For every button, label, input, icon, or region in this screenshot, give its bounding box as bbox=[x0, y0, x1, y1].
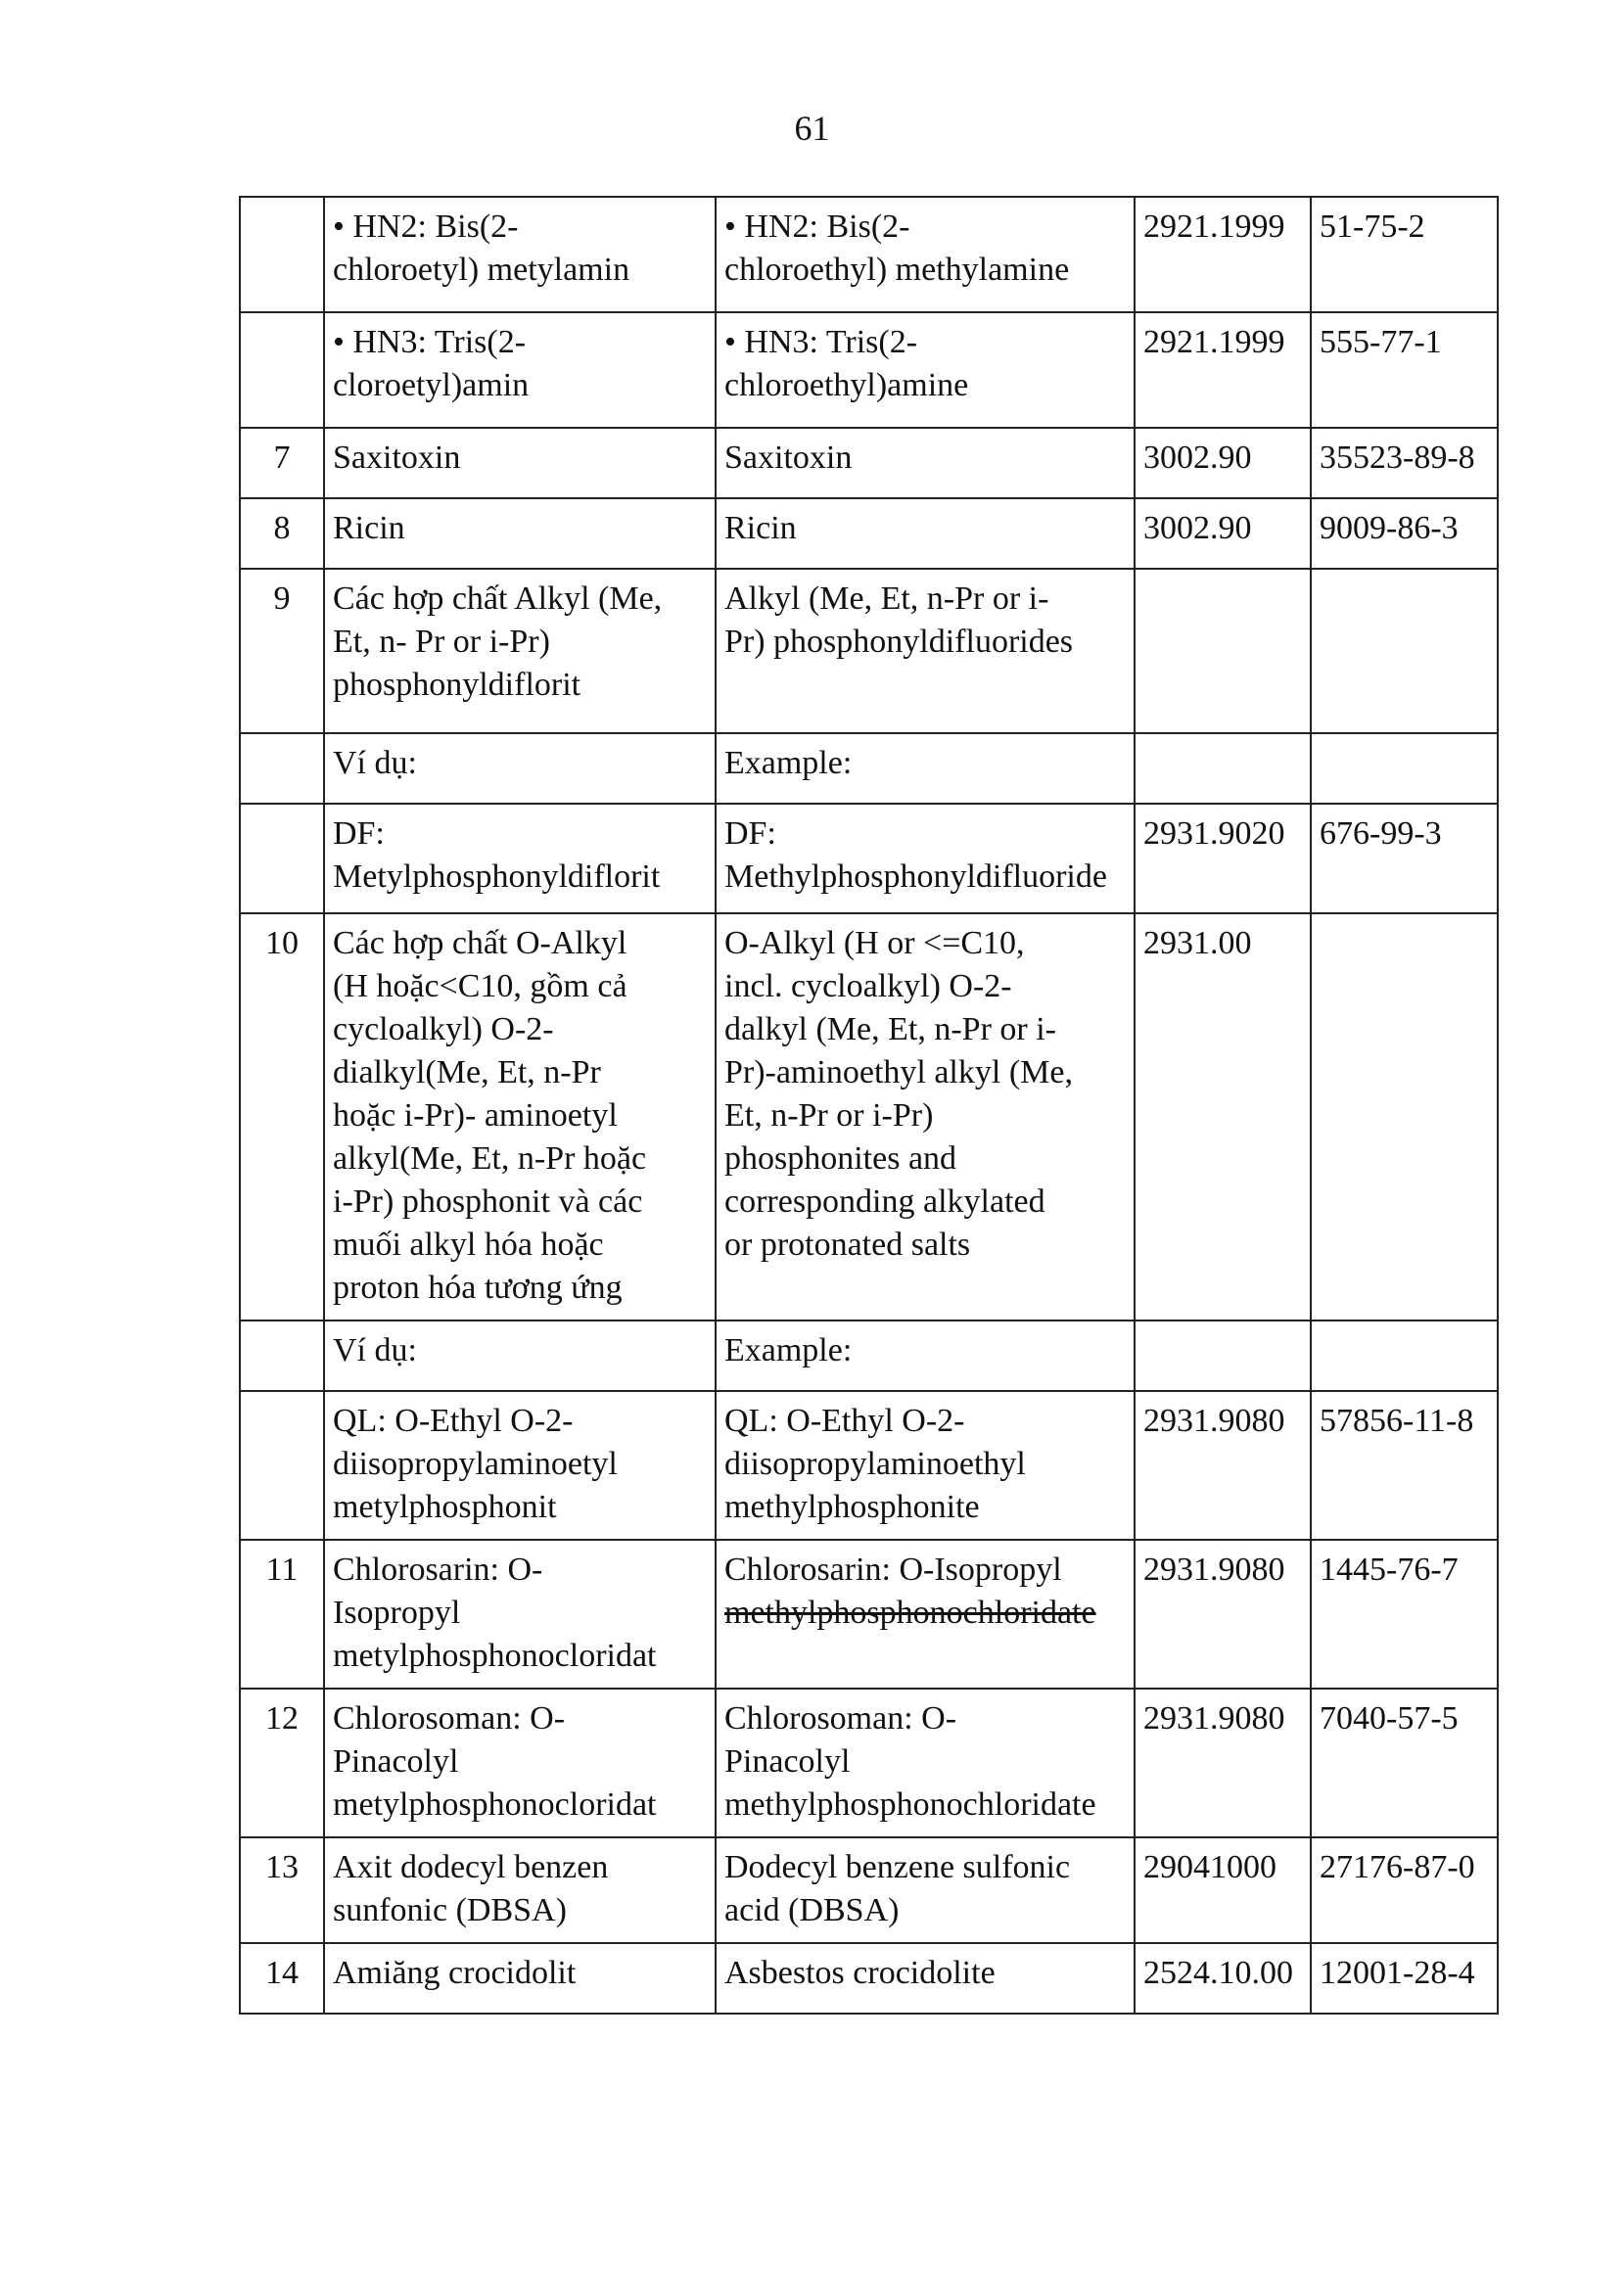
table-row bbox=[240, 569, 1498, 733]
vietnamese-name-line: Pinacolyl bbox=[333, 1743, 459, 1780]
cas-number-cell: 35523-89-8 bbox=[1311, 428, 1498, 498]
english-name-line: Alkyl (Me, Et, n-Pr or i- bbox=[724, 580, 1049, 617]
row-number-cell: 11 bbox=[240, 1540, 324, 1689]
english-name-line: DF: bbox=[724, 815, 776, 852]
vietnamese-name-cell bbox=[324, 1391, 716, 1540]
table-row bbox=[240, 733, 1498, 804]
vietnamese-name-cell bbox=[324, 913, 716, 1321]
vietnamese-name-cell bbox=[324, 1689, 716, 1837]
vietnamese-name-line: sunfonic (DBSA) bbox=[333, 1892, 567, 1928]
english-name-cell bbox=[716, 1837, 1135, 1943]
vietnamese-name-line: diisopropylaminoetyl bbox=[333, 1446, 618, 1482]
table-row bbox=[240, 1689, 1498, 1837]
english-name-line: Pinacolyl bbox=[724, 1743, 851, 1780]
vietnamese-name-cell bbox=[324, 569, 716, 733]
english-name-line: methylphosphonochloridate bbox=[724, 1595, 1096, 1631]
vietnamese-name-line: Amiăng crocidolit bbox=[333, 1955, 577, 1991]
english-name-cell bbox=[716, 733, 1135, 804]
vietnamese-name-cell bbox=[324, 804, 716, 913]
english-name-line: Methylphosphonyldifluoride bbox=[724, 858, 1107, 895]
hs-code-cell: 2921.1999 bbox=[1135, 197, 1311, 312]
english-name-line: chloroethyl) methylamine bbox=[724, 252, 1070, 288]
vietnamese-name-line: cloroetyl)amin bbox=[333, 367, 530, 403]
cas-number-cell: 12001-28-4 bbox=[1311, 1943, 1498, 2014]
english-name-cell bbox=[716, 312, 1135, 428]
row-number-cell: 7 bbox=[240, 428, 324, 498]
row-number-cell bbox=[240, 197, 324, 312]
cas-number-cell: 27176-87-0 bbox=[1311, 1837, 1498, 1943]
english-name-line: Pr) phosphonyldifluorides bbox=[724, 624, 1074, 660]
vietnamese-name-cell bbox=[324, 1837, 716, 1943]
vietnamese-name-cell bbox=[324, 1943, 716, 2014]
table-row bbox=[240, 913, 1498, 1321]
vietnamese-name-cell bbox=[324, 1540, 716, 1689]
hs-code-cell bbox=[1135, 569, 1311, 733]
english-name-line: Asbestos crocidolite bbox=[724, 1955, 996, 1991]
vietnamese-name-line: proton hóa tương ứng bbox=[333, 1270, 623, 1306]
table-body bbox=[240, 197, 1498, 2014]
english-name-line: incl. cycloalkyl) O-2- bbox=[724, 968, 1012, 1004]
row-number-cell: 8 bbox=[240, 498, 324, 569]
row-number-cell: 14 bbox=[240, 1943, 324, 2014]
english-name-line: Chlorosarin: O-Isopropyl bbox=[724, 1552, 1062, 1588]
english-name-line: • HN2: Bis(2- bbox=[724, 209, 910, 245]
english-name-line: Chlorosoman: O- bbox=[724, 1700, 957, 1737]
vietnamese-name-line: Ví dụ: bbox=[333, 745, 417, 781]
row-number-cell bbox=[240, 733, 324, 804]
row-number-cell: 13 bbox=[240, 1837, 324, 1943]
vietnamese-name-line: DF: bbox=[333, 815, 385, 852]
vietnamese-name-line: QL: O-Ethyl O-2- bbox=[333, 1403, 574, 1439]
vietnamese-name-cell bbox=[324, 1321, 716, 1391]
english-name-line: methylphosphonochloridate bbox=[724, 1786, 1096, 1823]
cas-number-cell bbox=[1311, 913, 1498, 1321]
english-name-line: acid (DBSA) bbox=[724, 1892, 900, 1928]
vietnamese-name-line: Metylphosphonyldiflorit bbox=[333, 858, 661, 895]
english-name-line: Saxitoxin bbox=[724, 440, 853, 476]
vietnamese-name-line: • HN3: Tris(2- bbox=[333, 324, 527, 360]
vietnamese-name-line: metylphosphonit bbox=[333, 1489, 557, 1525]
vietnamese-name-cell bbox=[324, 733, 716, 804]
table-row bbox=[240, 804, 1498, 913]
vietnamese-name-line: phosphonyldiflorit bbox=[333, 667, 581, 703]
english-name-cell bbox=[716, 498, 1135, 569]
english-name-line: Et, n-Pr or i-Pr) bbox=[724, 1097, 934, 1134]
english-name-cell bbox=[716, 428, 1135, 498]
table-row bbox=[240, 1321, 1498, 1391]
vietnamese-name-line: Chlorosoman: O- bbox=[333, 1700, 566, 1737]
vietnamese-name-line: Ricin bbox=[333, 510, 405, 546]
english-name-line: chloroethyl)amine bbox=[724, 367, 969, 403]
table-row bbox=[240, 1837, 1498, 1943]
vietnamese-name-line: muối alkyl hóa hoặc bbox=[333, 1227, 604, 1263]
cas-number-cell: 51-75-2 bbox=[1311, 197, 1498, 312]
table-row bbox=[240, 312, 1498, 428]
row-number-cell bbox=[240, 804, 324, 913]
cas-number-cell: 7040-57-5 bbox=[1311, 1689, 1498, 1837]
vietnamese-name-line: dialkyl(Me, Et, n-Pr bbox=[333, 1054, 601, 1090]
english-name-line: Example: bbox=[724, 1332, 853, 1368]
cas-number-cell: 1445-76-7 bbox=[1311, 1540, 1498, 1689]
hs-code-cell: 2921.1999 bbox=[1135, 312, 1311, 428]
vietnamese-name-line: cycloalkyl) O-2- bbox=[333, 1011, 554, 1047]
english-name-cell bbox=[716, 1540, 1135, 1689]
hs-code-cell: 2931.9080 bbox=[1135, 1540, 1311, 1689]
cas-number-cell: 676-99-3 bbox=[1311, 804, 1498, 913]
cas-number-cell: 9009-86-3 bbox=[1311, 498, 1498, 569]
cas-number-cell bbox=[1311, 569, 1498, 733]
cas-number-cell: 57856-11-8 bbox=[1311, 1391, 1498, 1540]
hs-code-cell: 3002.90 bbox=[1135, 428, 1311, 498]
table-row bbox=[240, 498, 1498, 569]
vietnamese-name-line: metylphosphonocloridat bbox=[333, 1786, 657, 1823]
vietnamese-name-line: • HN2: Bis(2- bbox=[333, 209, 519, 245]
page-number: 61 bbox=[794, 109, 830, 148]
english-name-cell bbox=[716, 1391, 1135, 1540]
table-row bbox=[240, 197, 1498, 312]
vietnamese-name-cell bbox=[324, 498, 716, 569]
english-name-line: methylphosphonite bbox=[724, 1489, 980, 1525]
row-number-cell: 12 bbox=[240, 1689, 324, 1837]
english-name-line: Ricin bbox=[724, 510, 797, 546]
table-row bbox=[240, 1391, 1498, 1540]
table-row bbox=[240, 1943, 1498, 2014]
vietnamese-name-line: Saxitoxin bbox=[333, 440, 461, 476]
english-name-line: Pr)-aminoethyl alkyl (Me, bbox=[724, 1054, 1073, 1090]
vietnamese-name-line: Các hợp chất O-Alkyl bbox=[333, 925, 627, 961]
english-name-cell bbox=[716, 913, 1135, 1321]
hs-code-cell bbox=[1135, 733, 1311, 804]
row-number-cell bbox=[240, 1321, 324, 1391]
vietnamese-name-line: Chlorosarin: O- bbox=[333, 1552, 543, 1588]
vietnamese-name-cell bbox=[324, 197, 716, 312]
vietnamese-name-line: Ví dụ: bbox=[333, 1332, 417, 1368]
english-name-line: Example: bbox=[724, 745, 853, 781]
english-name-line: diisopropylaminoethyl bbox=[724, 1446, 1026, 1482]
vietnamese-name-line: Et, n- Pr or i-Pr) bbox=[333, 624, 550, 660]
chemicals-table bbox=[239, 196, 1499, 2015]
vietnamese-name-line: hoặc i-Pr)- aminoetyl bbox=[333, 1097, 618, 1134]
table-row bbox=[240, 1540, 1498, 1689]
hs-code-cell: 2931.9080 bbox=[1135, 1689, 1311, 1837]
hs-code-cell: 2931.9080 bbox=[1135, 1391, 1311, 1540]
row-number-cell bbox=[240, 312, 324, 428]
row-number-cell: 9 bbox=[240, 569, 324, 733]
english-name-cell bbox=[716, 569, 1135, 733]
vietnamese-name-line: alkyl(Me, Et, n-Pr hoặc bbox=[333, 1140, 647, 1177]
hs-code-cell: 2931.00 bbox=[1135, 913, 1311, 1321]
hs-code-cell: 29041000 bbox=[1135, 1837, 1311, 1943]
hs-code-cell: 3002.90 bbox=[1135, 498, 1311, 569]
cas-number-cell: 555-77-1 bbox=[1311, 312, 1498, 428]
cas-number-cell bbox=[1311, 733, 1498, 804]
vietnamese-name-line: Axit dodecyl benzen bbox=[333, 1849, 609, 1885]
english-name-cell bbox=[716, 1943, 1135, 2014]
cas-number-cell bbox=[1311, 1321, 1498, 1391]
english-name-line: QL: O-Ethyl O-2- bbox=[724, 1403, 965, 1439]
english-name-line: corresponding alkylated bbox=[724, 1183, 1045, 1220]
vietnamese-name-line: Isopropyl bbox=[333, 1595, 461, 1631]
vietnamese-name-cell bbox=[324, 428, 716, 498]
english-name-line: dalkyl (Me, Et, n-Pr or i- bbox=[724, 1011, 1056, 1047]
vietnamese-name-line: Các hợp chất Alkyl (Me, bbox=[333, 580, 663, 617]
english-name-cell bbox=[716, 1689, 1135, 1837]
english-name-line: O-Alkyl (H or <=C10, bbox=[724, 925, 1025, 961]
table-row bbox=[240, 428, 1498, 498]
english-name-cell bbox=[716, 804, 1135, 913]
row-number-cell: 10 bbox=[240, 913, 324, 1321]
vietnamese-name-line: (H hoặc<C10, gồm cả bbox=[333, 968, 627, 1004]
vietnamese-name-cell bbox=[324, 312, 716, 428]
hs-code-cell bbox=[1135, 1321, 1311, 1391]
english-name-line: phosphonites and bbox=[724, 1140, 957, 1177]
row-number-cell bbox=[240, 1391, 324, 1540]
vietnamese-name-line: chloroetyl) metylamin bbox=[333, 252, 630, 288]
english-name-line: Dodecyl benzene sulfonic bbox=[724, 1849, 1071, 1885]
english-name-cell bbox=[716, 1321, 1135, 1391]
hs-code-cell: 2524.10.00 bbox=[1135, 1943, 1311, 2014]
hs-code-cell: 2931.9020 bbox=[1135, 804, 1311, 913]
english-name-line: or protonated salts bbox=[724, 1227, 971, 1263]
vietnamese-name-line: i-Pr) phosphonit và các bbox=[333, 1183, 643, 1220]
english-name-line: • HN3: Tris(2- bbox=[724, 324, 918, 360]
vietnamese-name-line: metylphosphonocloridat bbox=[333, 1638, 657, 1674]
english-name-cell bbox=[716, 197, 1135, 312]
